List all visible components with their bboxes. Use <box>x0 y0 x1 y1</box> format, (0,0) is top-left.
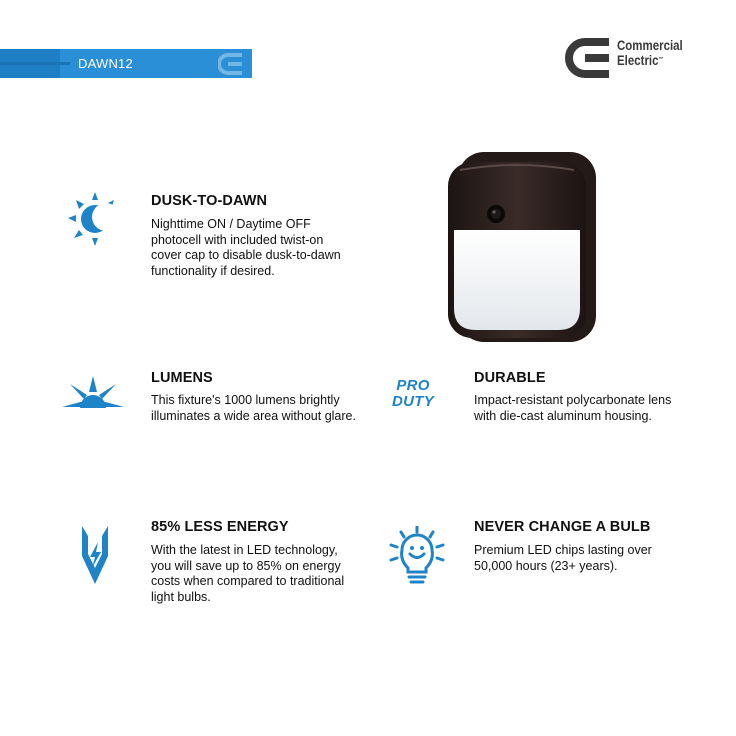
trademark-mark: ™ <box>658 57 664 63</box>
energy-description: With the latest in LED technology, you will save up to 85% on energy costs when compared to traditional light bulbs. <box>151 543 345 604</box>
lightning-bolt-icon <box>78 526 112 584</box>
lumens-description: This fixture's 1000 lumens brightly illuminates a wide area without glare. <box>151 393 356 423</box>
dusk-to-dawn-title: DUSK-TO-DAWN <box>151 193 268 209</box>
brand-line-1: Commercial <box>617 37 683 53</box>
lumens-title: LUMENS <box>151 370 213 386</box>
commercial-electric-logo <box>565 37 613 79</box>
brand-watermark-icon <box>218 52 248 76</box>
pro-duty-line-2: DUTY <box>392 393 435 410</box>
banner-stripe <box>0 62 70 65</box>
pro-duty-line-1: PRO <box>396 377 430 394</box>
light-burst-icon <box>62 374 124 410</box>
brand-name <box>617 38 683 68</box>
sun-moon-icon <box>62 190 132 250</box>
model-number: DAWN12 <box>78 56 133 71</box>
durable-description: Impact-resistant polycarbonate lens with die-cast aluminum housing. <box>474 393 672 423</box>
bulb-title: NEVER CHANGE A BULB <box>474 519 651 535</box>
durable-title: DURABLE <box>474 370 546 386</box>
energy-title: 85% LESS ENERGY <box>151 519 289 535</box>
smiling-bulb-icon <box>388 526 446 588</box>
dusk-to-dawn-description: Nighttime ON / Daytime OFF photocell with included twist-on cover cap to disable dusk-to-dawn functionality if desired. <box>151 217 341 278</box>
bulb-description: Premium LED chips lasting over 50,000 hours (23+ years). <box>474 543 652 573</box>
brand-line-2-text: Electric <box>617 52 659 68</box>
wall-pack-fixture-image <box>440 150 600 345</box>
pro-duty-badge <box>392 378 434 410</box>
brand-line-2 <box>617 53 683 68</box>
